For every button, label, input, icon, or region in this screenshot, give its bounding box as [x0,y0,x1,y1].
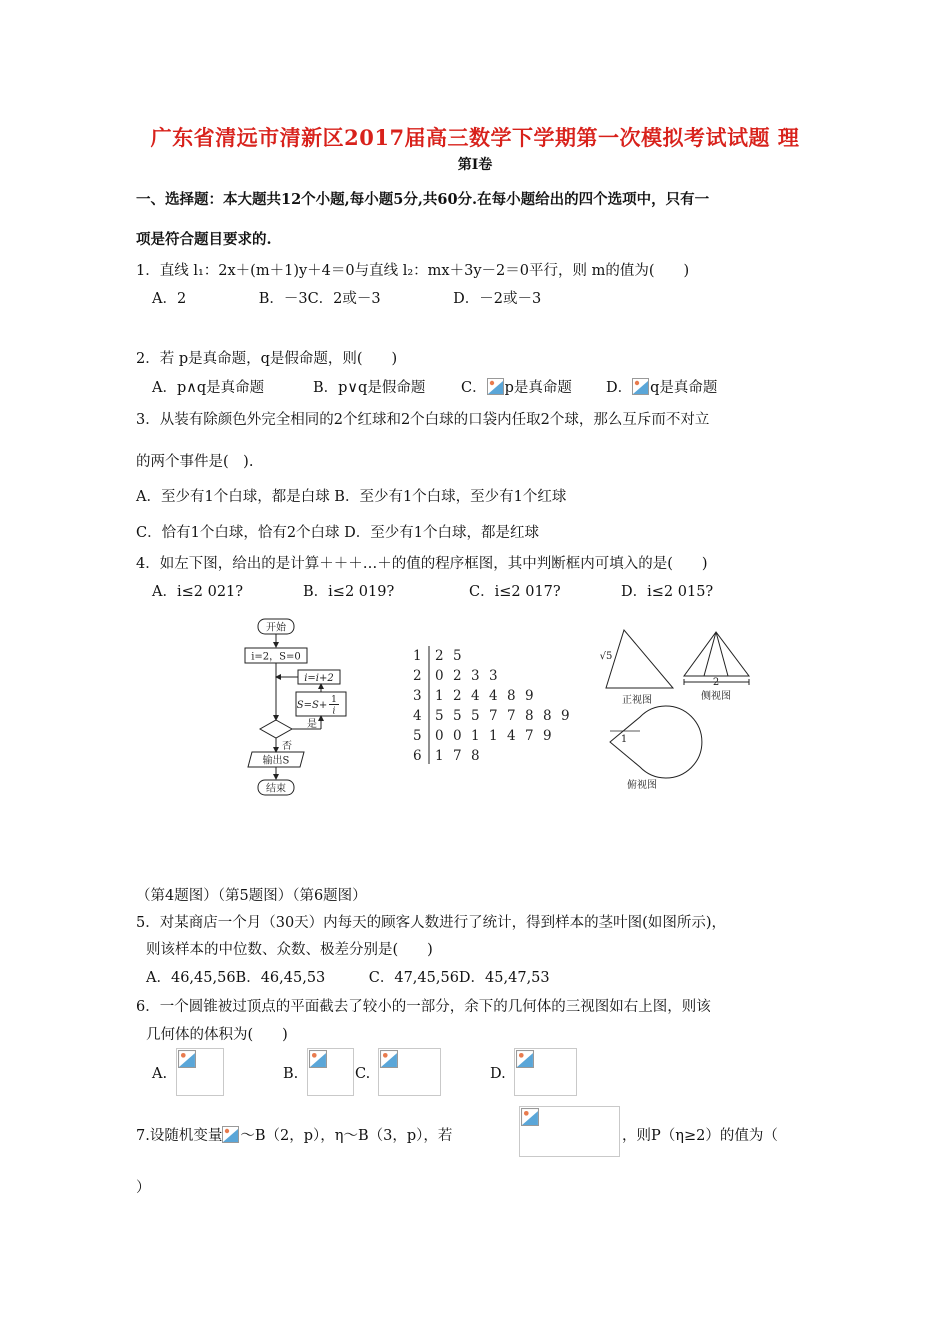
stem-value: 3 [413,688,422,704]
broken-image-icon [222,1126,239,1143]
leaf-value: 2 [435,648,444,664]
q6-option-c-image [378,1048,441,1096]
flow-end-text: 结束 [266,783,286,795]
flow-inc-text: i=i+2 [304,673,334,684]
q4-option-d: D．i≤2 015? [621,584,714,600]
q6-option-a-image [176,1048,224,1096]
top-view-dimension: 1 [620,734,628,745]
flow-decision-diamond [260,720,292,738]
leaf-value: 1 [471,728,480,744]
q6-option-c-label: C. [355,1066,371,1082]
broken-image-icon [632,378,649,395]
leaf-value: 3 [489,668,498,684]
top-view-label: 俯视图 [627,780,657,791]
leaf-value: 2 [453,688,462,704]
flow-yes-text: 是 [307,719,317,730]
flow-no-text: 否 [282,741,292,752]
leaf-value: 8 [507,688,516,704]
leaf-value: 4 [507,728,516,744]
leaf-value: 5 [471,708,480,724]
flow-acc-text: S=S+ [296,700,328,711]
leaf-value: 1 [435,748,444,764]
q7-stem-part1: 7.设随机变量 [136,1128,223,1144]
q1-stem: 1．直线 l₁：2x＋(m＋1)y＋4＝0与直线 l₂：mx＋3y－2＝0平行，则 m的值为( ) [136,263,690,279]
q6-stem-line2: 几何体的体积为( ) [146,1027,288,1043]
section-heading-line2: 项是符合题目要求的. [136,231,272,248]
q2-option-b: B．p∨q是假命题 [313,380,426,396]
leaf-value: 7 [525,728,534,744]
q4-option-b: B．i≤2 019? [303,584,395,600]
figure-captions: （第4题图）（第5题图）（第6题图） [136,888,367,904]
leaf-value: 9 [525,688,534,704]
leaf-value: 0 [435,728,444,744]
leaf-value: 0 [435,668,444,684]
q7-stem-part3: ，则P（η≥2）的值为（ [622,1128,778,1144]
stem-value: 2 [413,668,422,684]
flow-output-text: 输出S [262,755,290,767]
leaf-value: 7 [453,748,462,764]
leaf-value: 2 [453,668,462,684]
q2-option-c-text: p是真命题 [504,380,572,396]
q7-close-paren: ） [136,1180,151,1196]
flow-acc-denominator: i [332,706,336,717]
q6-option-d-label: D. [490,1066,506,1082]
q6-option-a-label: A. [152,1066,168,1082]
flow-acc-numerator: 1 [331,695,337,705]
leaf-value: 5 [453,708,462,724]
q2-option-d-text: q是真命题 [650,380,718,396]
broken-image-icon [521,1108,539,1126]
q5-stem-line2: 则该样本的中位数、众数、极差分别是( ) [146,942,433,958]
leaf-value: 5 [453,648,462,664]
front-view-label: 正视图 [622,695,652,706]
q5-options: A．46,45,56B．46,45,53 C．47,45,56D．45,47,53 [146,970,550,986]
q3-stem-line2: 的两个事件是( ). [136,454,254,470]
side-view-label: 侧视图 [701,691,731,702]
section-heading-line1: 一、选择题：本大题共12个小题,每小题5分,共60分.在每小题给出的四个选项中，只有一 [136,191,710,208]
stem-value: 5 [413,728,422,744]
leaf-value: 5 [435,708,444,724]
leaf-value: 3 [471,668,480,684]
leaf-value: 7 [489,708,498,724]
broken-image-icon [487,378,504,395]
front-view-mark: √5 [600,651,613,662]
leaf-value: 4 [489,688,498,704]
flow-start-text: 开始 [266,622,286,634]
q2-option-c-prefix: C． [461,380,487,396]
leaf-value: 9 [561,708,570,724]
side-view-shape [684,632,749,676]
paper-title: 广东省清远市清新区2017届高三数学下学期第一次模拟考试试题 理 [150,125,800,150]
flow-init-text: i=2，S=0 [251,651,301,663]
stem-value: 4 [413,708,422,724]
leaf-value: 1 [489,728,498,744]
front-view-triangle [606,630,673,688]
q1-options: A．2 B．－3C．2或－3 D．－2或－3 [152,291,542,307]
q7-condition-image [519,1106,620,1157]
q7-stem [136,1124,452,1145]
q6-option-d-image [514,1048,577,1096]
leaf-value: 8 [525,708,534,724]
q6-option-b-image [307,1048,354,1096]
q2-option-c [461,376,572,397]
leaf-value: 8 [543,708,552,724]
q4-stem: 4．如左下图，给出的是计算＋＋＋…＋的值的程序框图，其中判断框内可填入的是( ) [136,556,708,572]
q2-option-d [606,376,717,397]
q4-option-c: C．i≤2 017? [469,584,561,600]
leaf-value: 8 [471,748,480,764]
stem-value: 1 [413,648,422,664]
three-views-figure [600,624,770,794]
q2-option-d-prefix: D． [606,380,633,396]
broken-image-icon [380,1050,398,1068]
paper-subtitle: 第Ⅰ卷 [457,157,493,173]
leaf-value: 9 [543,728,552,744]
q3-options-cd: C．恰有1个白球，恰有2个白球 D．至少有1个白球，都是红球 [136,525,540,541]
leaf-value: 0 [453,728,462,744]
q4-option-a: A．i≤2 021? [152,584,244,600]
q7-stem-part2: ～B（2，p），η～B（3，p），若 [240,1128,453,1144]
q3-stem-line1: 3．从装有除颜色外完全相同的2个红球和2个白球的口袋内任取2个球，那么互斥而不对立 [136,412,710,428]
broken-image-icon [309,1050,327,1068]
q6-option-b-label: B. [283,1066,299,1082]
stem-leaf-plot [405,644,575,766]
q2-option-a: A．p∧q是真命题 [152,380,265,396]
broken-image-icon [178,1050,196,1068]
q3-options-ab: A．至少有1个白球，都是白球 B．至少有1个白球，至少有1个红球 [136,489,567,505]
stem-value: 6 [413,748,422,764]
leaf-value: 4 [471,688,480,704]
broken-image-icon [516,1050,534,1068]
leaf-value: 1 [435,688,444,704]
leaf-value: 7 [507,708,516,724]
side-view-dimension: 2 [712,677,720,688]
flowchart-figure [240,616,360,800]
q2-stem: 2．若 p是真命题，q是假命题，则( ) [136,351,398,367]
q5-stem-line1: 5．对某商店一个月（30天）内每天的顾客人数进行了统计，得到样本的茎叶图(如图所示)， [136,915,726,931]
q6-stem-line1: 6．一个圆锥被过顶点的平面截去了较小的一部分，余下的几何体的三视图如右上图，则该 [136,999,711,1015]
